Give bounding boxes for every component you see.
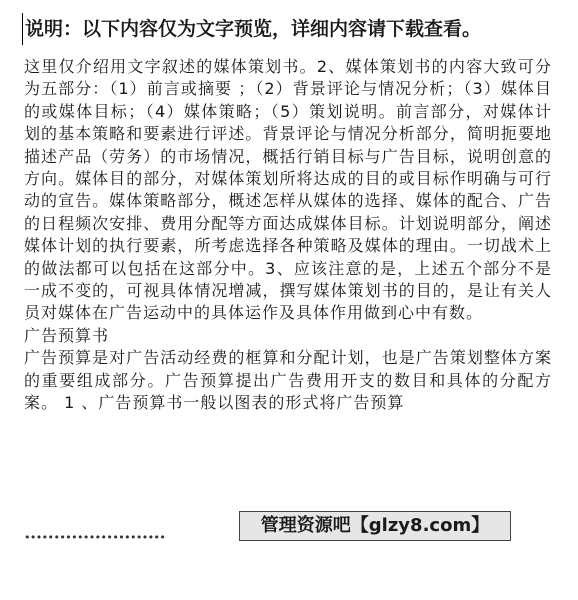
ellipsis-dots: •••••••••••••••••••••••• — [24, 532, 166, 544]
section-heading: 广告预算书 — [24, 325, 110, 345]
preview-notice: 说明：以下内容仅为文字预览，详细内容请下载查看。 — [22, 13, 574, 45]
body-paragraph: 广告预算是对广告活动经费的框算和分配计划，也是广告策划整体方案的重要组成部分。广告预算提出广告费用开支的数目和具体的分配方案。 1 、广告预算书一般以图表的形式将广告预算 — [24, 348, 552, 413]
body-paragraph: 这里仅介绍用文字叙述的媒体策划书。2、媒体策划书的内容大致可分为五部分：（1）前言或摘要 ；（2）背景评论与情况分析；（3）媒体目的或媒体目标；（4）媒体策略；（5）策划说明。前言部分，对媒体计划的基本策略和要素进行评述。背景评论与情况分析部分，简明扼要地描述产品（劳务）的市场情况，概括行销目标与广告目标，说明创意的方向。媒体目的部分，对媒体策划所将达成的目的或目标作明确与可行动的宣告。媒体策略部分，概述怎样从媒体的选择、媒体的配合、广告的日程频次安排、费用分配等方面达成媒体目标。计划说明部分，阐述媒体计划的执行要素，所考虑选择各种策略及媒体的理由。一切战术上的做法都可以包括在这部分中。3、应该注意的是，上述五个部分不是一成不变的，可视具体情况增减，撰写媒体策划书的目的，是让有关人员对媒体在广告运动中的具体运作及具体作用做到心中有数。 — [24, 57, 552, 323]
document-body — [24, 56, 552, 415]
watermark-stamp: 管理资源吧【glzy8.com】 — [239, 511, 511, 541]
